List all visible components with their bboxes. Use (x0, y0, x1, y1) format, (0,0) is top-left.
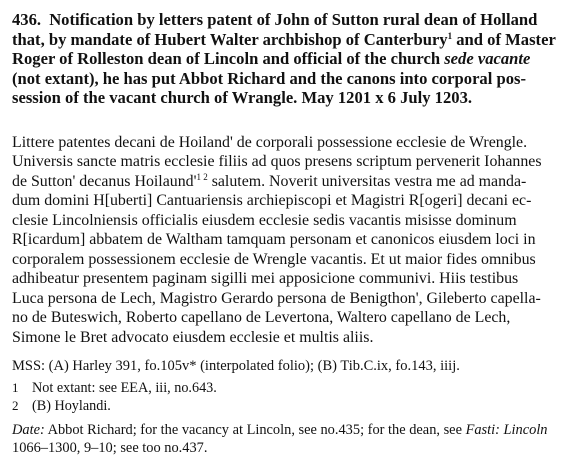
heading-line-1: Notification by letters patent of John of Sutton rural dean of Holland (49, 10, 538, 29)
footnote-ref-1-2: 1 2 (196, 171, 208, 182)
footnote (12, 379, 568, 397)
heading-line-2a: that, by mandate of Hubert Walter archbishop of Canterbury (12, 29, 448, 49)
latin-line: corporalem possessionem ecclesie de Wrengle vacantis. Et ut maior fides omnibus (12, 250, 536, 268)
footnotes (12, 379, 568, 415)
footnote-mark: 1 (12, 380, 19, 396)
heading-line-5: session of the vacant church of Wrangle. May 1201 x 6 July 1203. (12, 88, 473, 108)
latin-text (12, 133, 568, 348)
entry-number: 436. (12, 10, 42, 29)
fasti-ref: Fasti: Lincoln (465, 422, 548, 439)
latin-line: clesie Lincolniensis officialis eiusdem ecclesie sedis vacantis misisse dominum (12, 211, 517, 229)
footnote-text: Not extant: see EEA, iii, no.643. (32, 380, 217, 397)
latin-line: Luca persona de Lech, Magistro Gerardo persona de Benigthon', Gileberto capella- (12, 289, 541, 307)
footnote-ref-1: 1 (447, 30, 453, 41)
latin-line: Simone le Bret advocato eiusdem ecclesie et multis aliis. (12, 328, 374, 346)
latin-line: Universis sancte matris ecclesie filiis ad quos presens scriptum pervenerit Iohannes (12, 153, 542, 171)
date-note (12, 421, 568, 457)
latin-line: Littere patentes decani de Hoiland' de corporali possessione ecclesie de Wrengle. (12, 133, 528, 151)
latin-line: dum domini H[uberti] Cantuariensis archiepiscopi et Magistri R[ogeri] decani ec- (12, 192, 532, 210)
footnote (12, 397, 568, 415)
sede-vacante: sede vacante (444, 49, 531, 69)
charter-entry (12, 10, 568, 457)
latin-line: R[icardum] abbatem de Waltham tamquam personam et canonicos eiusdem loci in (12, 231, 536, 249)
date-text-1: Abbot Richard; for the vacancy at Lincoln, see no.435; for the dean, see (44, 422, 466, 439)
footnote-text: (B) Hoylandi. (32, 398, 111, 415)
heading-line-2b: and of Master (452, 29, 556, 49)
manuscripts-line: MSS: (A) Harley 391, fo.105v* (interpolated folio); (B) Tib.C.ix, fo.143, iiij. (12, 358, 460, 375)
latin-line-3a: de Sutton' decanus Hoilaund' (12, 172, 197, 190)
date-label: Date: (12, 422, 45, 439)
date-text-2: 1066–1300, 9–10; see too no.437. (12, 440, 208, 457)
heading-line-4: (not extant), he has put Abbot Richard and the canons into corporal pos- (12, 68, 527, 88)
footnote-mark: 2 (12, 398, 19, 414)
latin-line: adhibeatur presentem paginam sigilli mei apposicione communivi. Hiis testibus (12, 270, 519, 288)
latin-line-3b: salutem. Noverit universitas vestra me ad manda- (207, 172, 527, 190)
heading-line-3a: Roger of Rolleston dean of Lincoln and official of the church (12, 49, 445, 69)
entry-heading (12, 10, 568, 108)
latin-line (12, 172, 568, 192)
latin-line: no de Buteswich, Roberto capellano de Levertona, Waltero capellano de Lech, (12, 309, 511, 327)
